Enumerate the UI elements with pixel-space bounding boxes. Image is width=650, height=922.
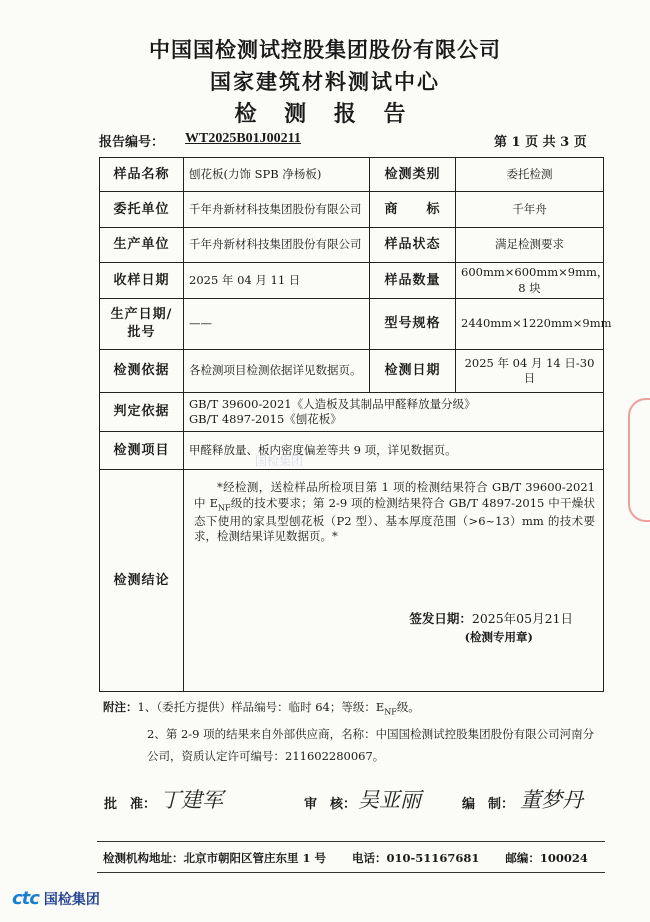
issue-date: 签发日期：2025年05月21日 xyxy=(409,610,573,626)
production-date-label: 生产日期/批号 xyxy=(100,299,184,350)
company-title: 中国国检测试控股集团股份有限公司 xyxy=(149,37,501,62)
items-label: 检测项目 xyxy=(100,432,184,470)
document-title: 检 测 报 告 xyxy=(234,101,416,127)
footer-divider-top xyxy=(97,841,605,842)
items-value: 甲醛释放量、板内密度偏差等共 9 项，详见数据页。 xyxy=(184,432,604,470)
test-date-value: 2025 年 04 月 14 日-30 日 xyxy=(456,350,604,393)
model-label: 型号规格 xyxy=(370,299,456,350)
judgement-value xyxy=(184,393,604,432)
conclusion-label: 检测结论 xyxy=(100,470,184,692)
brand-value: 千年舟 xyxy=(456,192,604,228)
quantity-label: 样品数量 xyxy=(370,263,456,299)
producer-value: 千年舟新材科技集团股份有限公司 xyxy=(184,228,370,263)
judgement-standard-2: GB/T 4897-2015《刨花板》 xyxy=(189,412,342,427)
watermark: 国检集团 xyxy=(255,454,304,468)
client-value: 千年舟新材科技集团股份有限公司 xyxy=(184,192,370,228)
receive-date-value: 2025 年 04 月 11 日 xyxy=(184,263,370,299)
brand-label: 商 标 xyxy=(370,192,456,228)
ctc-logo-icon: ctc xyxy=(12,888,39,909)
center-title: 国家建筑材料测试中心 xyxy=(210,69,440,94)
compile-label: 编 制： xyxy=(462,797,515,812)
red-seal-edge xyxy=(628,398,650,522)
footer-divider-bottom xyxy=(97,872,605,873)
report-table xyxy=(99,157,612,692)
footer-address: 检测机构地址：北京市朝阳区管庄东里 1 号 xyxy=(103,851,327,865)
note-1: 附注：1、（委托方提供）样品编号：临时 64；等级：$E_{NF}$级。 xyxy=(103,700,420,717)
conclusion-cell xyxy=(184,470,604,692)
notes xyxy=(103,696,603,767)
sample-state-value: 满足检测要求 xyxy=(456,228,604,263)
test-date-label: 检测日期 xyxy=(370,350,456,393)
receive-date-label: 收样日期 xyxy=(100,263,184,299)
report-number-label: 报告编号： xyxy=(99,135,165,150)
judgement-standard-1: GB/T 39600-2021《人造板及其制品甲醛释放量分级》 xyxy=(189,396,476,411)
page-info: 第 1 页 共 3 页 xyxy=(494,135,587,150)
report-number: WT2025B01J00211 xyxy=(185,131,301,146)
seal-note: (检测专用章) xyxy=(464,629,533,644)
sample-name-value: 刨花板(力饰 SPB 净杨板) xyxy=(184,158,370,192)
footer-info xyxy=(103,850,588,866)
review-signature: 吴亚丽 xyxy=(358,788,421,812)
conclusion-text: *经检测，送检样品所检项目第 1 项的检测结果符合 GB/T 39600-2021 中 $E_{NF}$级的技术要求；第 2-9 项的检测结果符合 GB/T 4897-2015 中干燥状态下使用的家具型刨花板（P2 型）、基本厚度范围（>6~13）mm 的技术要求，检测结果详见数据页。* xyxy=(194,480,595,544)
quantity-value: 600mm×600mm×9mm，8 块 xyxy=(456,263,604,299)
sample-name-label: 样品名称 xyxy=(100,158,184,192)
basis-label: 检测依据 xyxy=(100,350,184,393)
note-2: 2、第 2-9 项的结果来自外部供应商，名称：中国国检测试控股集团股份有限公司河南分公司，资质认定许可编号：211602280067。 xyxy=(147,727,595,764)
approve-label: 批 准： xyxy=(104,797,157,812)
model-value: 2440mm×1220mm×9mm xyxy=(456,299,604,350)
test-type-label: 检测类别 xyxy=(370,158,456,192)
company-logo: ctc 国检集团 xyxy=(12,888,100,909)
footer-phone: 电话：010-51167681 xyxy=(352,851,480,865)
judgement-label: 判定依据 xyxy=(100,393,184,432)
basis-value: 各检测项目检测依据详见数据页。 xyxy=(184,350,370,393)
production-date-value: —— xyxy=(184,299,370,350)
footer-postcode: 邮编：100024 xyxy=(505,851,588,865)
sample-state-label: 样品状态 xyxy=(370,228,456,263)
test-type-value: 委托检测 xyxy=(456,158,604,192)
review-label: 审 核： xyxy=(304,797,357,812)
compile-signature: 董梦丹 xyxy=(520,788,583,812)
producer-label: 生产单位 xyxy=(100,228,184,263)
client-label: 委托单位 xyxy=(100,192,184,228)
approve-signature: 丁建军 xyxy=(160,788,223,812)
